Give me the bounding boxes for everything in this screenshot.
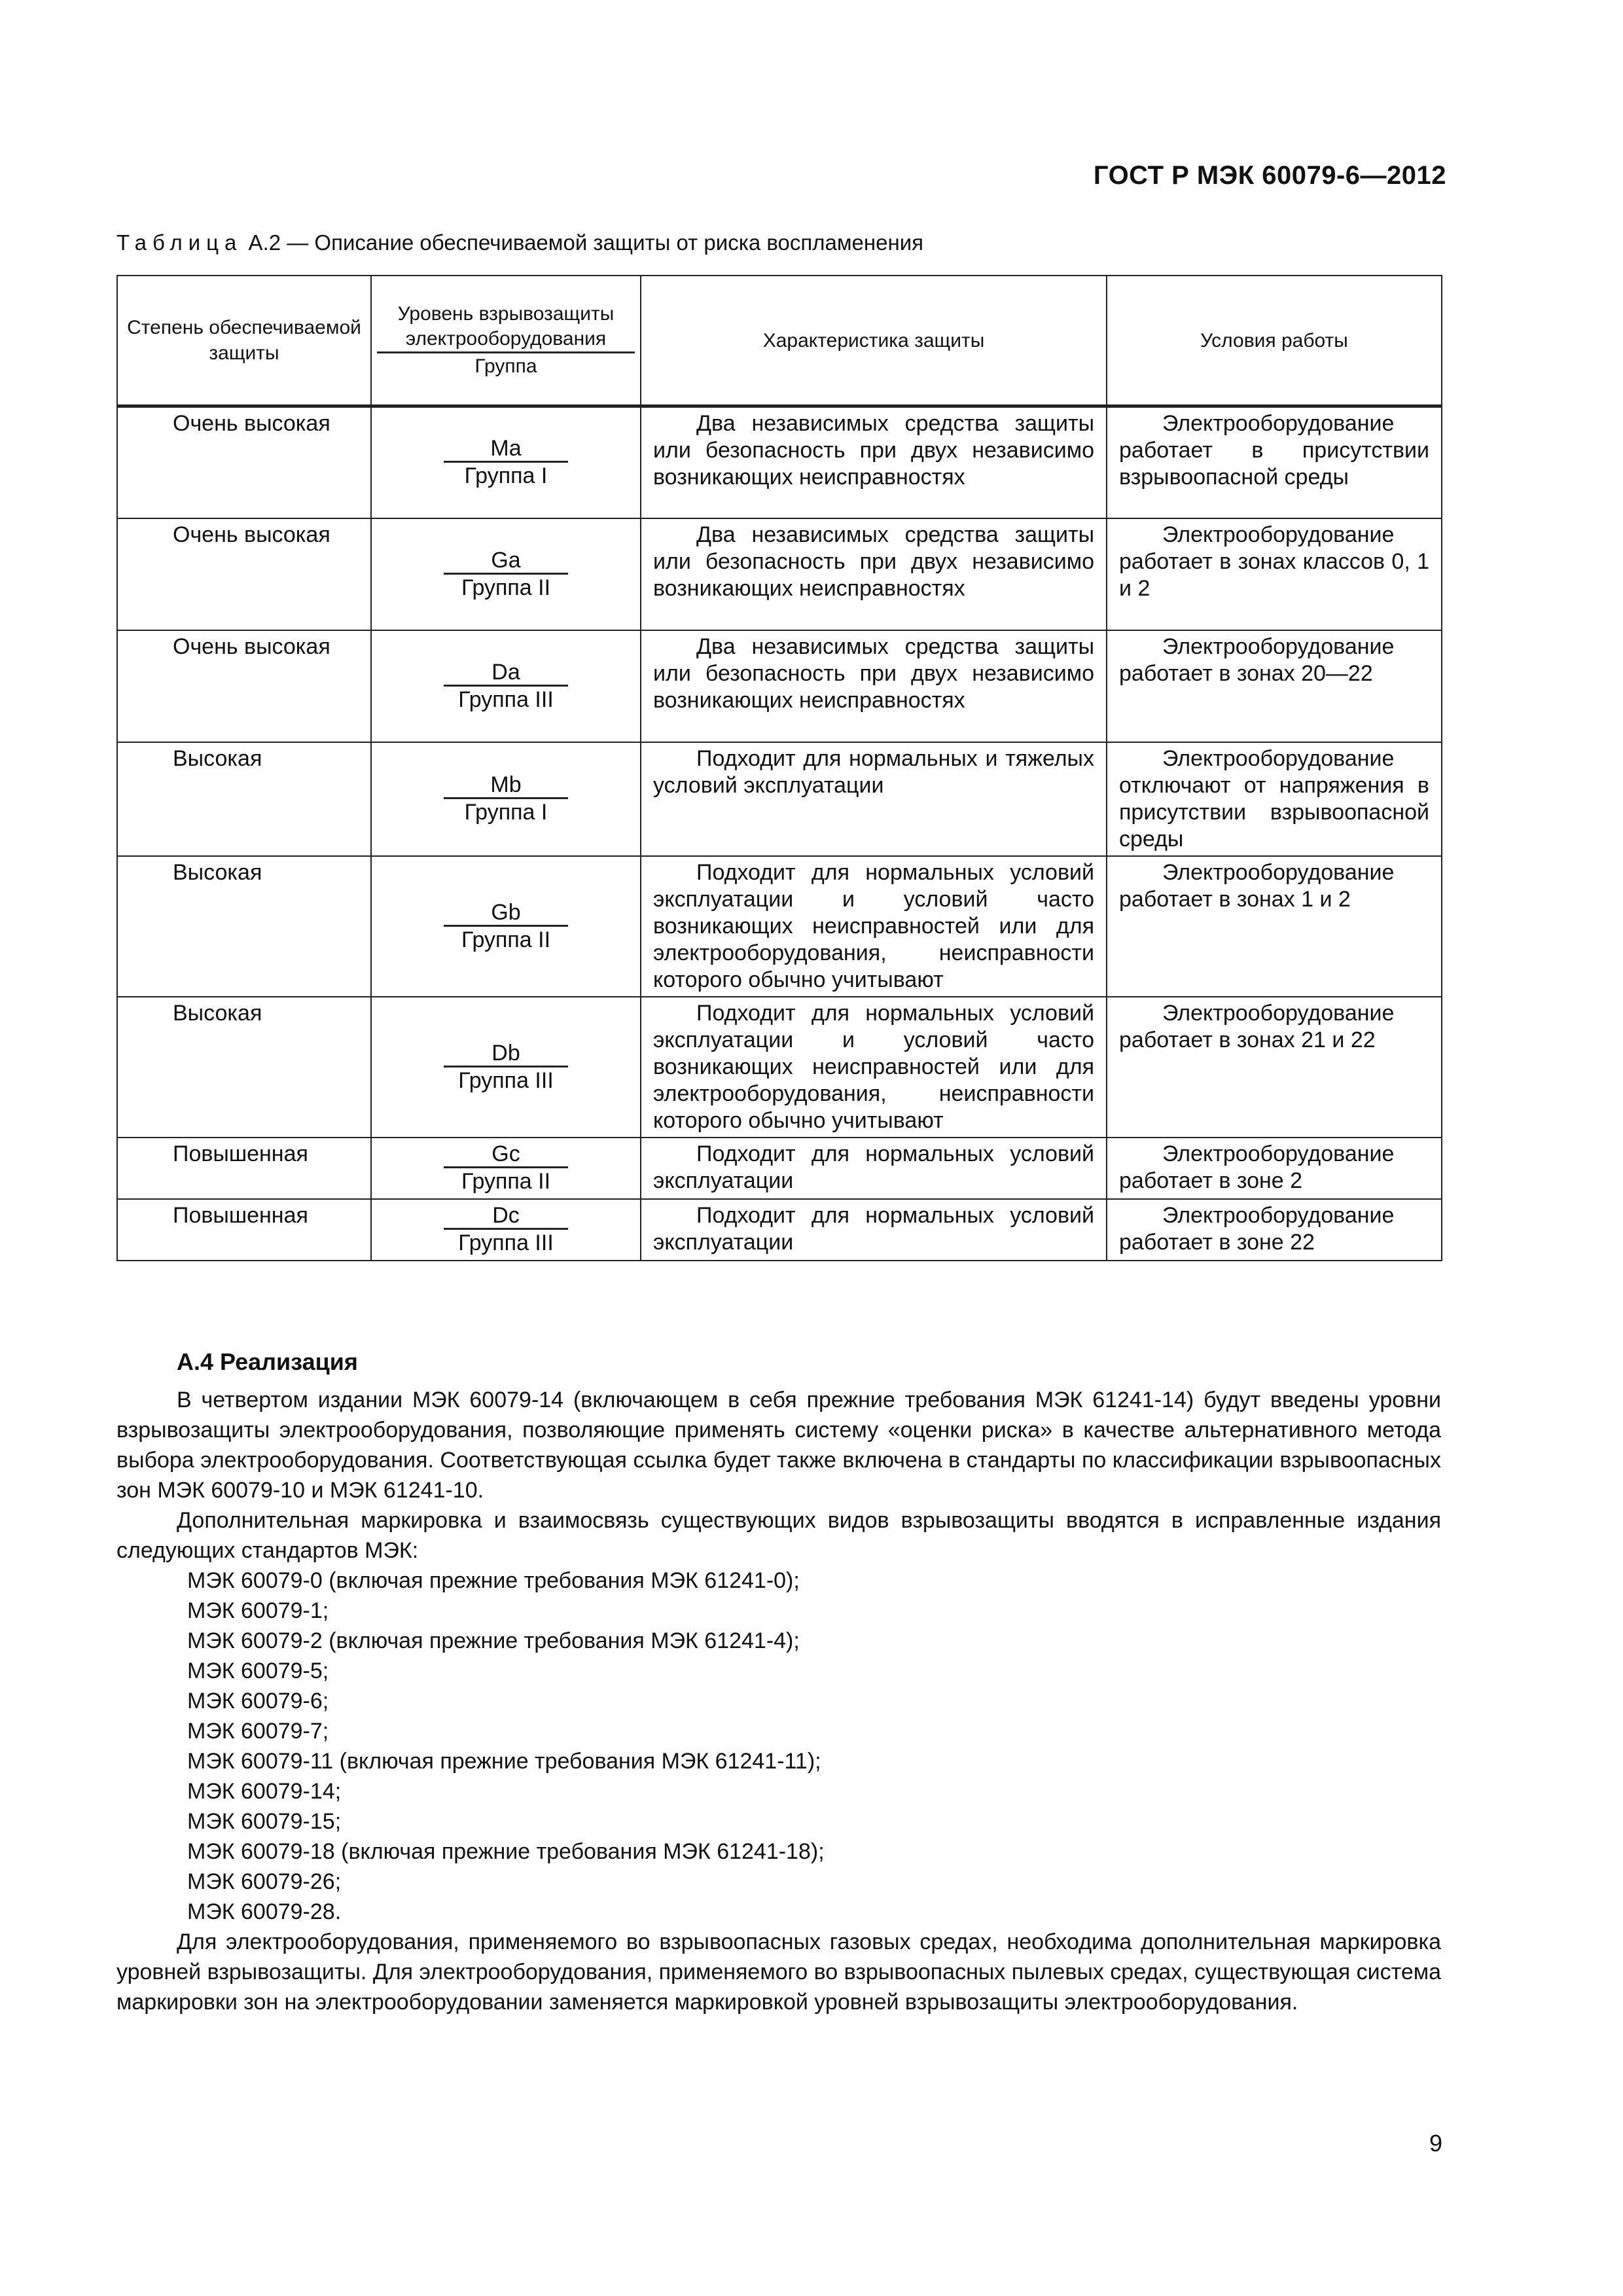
cell-characteristic [641, 997, 1107, 1138]
protection-table [116, 275, 1442, 1261]
table-row [117, 742, 1442, 856]
characteristic-text: Два независимых средства защиты или безопасность при двух независимо возникающих неисправностях [653, 634, 1094, 713]
cell-protection-level: Повышенная [117, 1199, 371, 1261]
table-row [117, 997, 1442, 1138]
conditions-text: Электрооборудование работает в присутствии взрывоопасной среды [1119, 411, 1429, 490]
cell-protection-level: Очень высокая [117, 406, 371, 518]
cell-epl-group [371, 630, 641, 742]
cell-characteristic [641, 856, 1107, 997]
cell-epl-group [371, 856, 641, 997]
equipment-group: Группа II [461, 575, 551, 600]
cell-conditions [1107, 630, 1442, 742]
cell-epl-group [371, 742, 641, 856]
list-item: МЭК 60079-2 (включая прежние требования МЭК 61241-4); [187, 1628, 800, 1653]
col-header-characteristic: Характеристика защиты [641, 276, 1107, 406]
characteristic-text: Подходит для нормальных условий эксплуатации [653, 1202, 1094, 1255]
table-row [117, 856, 1442, 997]
conditions-text: Электрооборудование работает в зоне 22 [1119, 1202, 1395, 1255]
cell-epl-group [371, 518, 641, 630]
cell-epl-group [371, 406, 641, 518]
characteristic-text: Подходит для нормальных условий эксплуатации [653, 1141, 1094, 1193]
table-header-row [117, 276, 1442, 406]
cell-conditions [1107, 406, 1442, 518]
conditions-text: Электрооборудование работает в зонах 21 и 22 [1119, 1000, 1395, 1052]
col-header-level: Степень обеспечиваемой защиты [117, 276, 371, 406]
characteristic-text: Два независимых средства защиты или безопасность при двух независимо возникающих неисправностях [653, 522, 1094, 601]
conditions-text: Электрооборудование работает в зонах 20—22 [1119, 634, 1395, 686]
col-header-epl [371, 276, 641, 406]
cell-conditions [1107, 742, 1442, 856]
conditions-text: Электрооборудование работает в зоне 2 [1119, 1141, 1395, 1193]
characteristic-text: Подходит для нормальных и тяжелых условий эксплуатации [653, 745, 1094, 798]
cell-epl-group [371, 997, 641, 1138]
equipment-group: Группа I [464, 800, 548, 825]
cell-characteristic [641, 630, 1107, 742]
list-item: МЭК 60079-26; [187, 1869, 342, 1894]
table-row [117, 630, 1442, 742]
cell-protection-level: Очень высокая [117, 518, 371, 630]
epl-code: Db [444, 1041, 568, 1067]
list-item: МЭК 60079-1; [187, 1598, 329, 1623]
page-number: 9 [1429, 2130, 1442, 2157]
cell-epl-group [371, 1138, 641, 1199]
cell-characteristic [641, 406, 1107, 518]
list-item: МЭК 60079-7; [187, 1719, 329, 1744]
list-item: МЭК 60079-15; [187, 1809, 342, 1834]
document-id: ГОСТ Р МЭК 60079-6—2012 [1093, 161, 1446, 190]
equipment-group: Группа III [458, 687, 554, 712]
list-item: МЭК 60079-11 (включая прежние требования МЭК 61241-11); [187, 1749, 821, 1774]
equipment-group: Группа II [461, 1169, 551, 1194]
characteristic-text: Два независимых средства защиты или безопасность при двух независимо возникающих неисправностях [653, 411, 1094, 490]
table-body [117, 406, 1442, 1261]
conditions-text: Электрооборудование отключают от напряжения в присутствии взрывоопасной среды [1119, 745, 1429, 852]
table-caption-prefix: Таблица [116, 230, 243, 255]
cell-protection-level: Высокая [117, 997, 371, 1138]
epl-code: Ma [444, 436, 568, 463]
cell-protection-level: Высокая [117, 856, 371, 997]
paragraph-1: В четвертом издании МЭК 60079-14 (включающем в себя прежние требования МЭК 61241-14) будут введены уровни взрывозащиты электрооборудования, позволяющие применять систему «оценки риска» в качестве альтернативного метода выбора электрооборудования. Соответствующая ссылка будет также включена в стандарты по классификации взрывоопасных зон МЭК 60079-10 и МЭК 61241-10. [116, 1388, 1441, 1503]
table-row [117, 518, 1442, 630]
cell-conditions [1107, 518, 1442, 630]
equipment-group: Группа II [461, 927, 551, 952]
epl-code: Ga [444, 548, 568, 575]
equipment-group: Группа I [464, 463, 548, 489]
list-item: МЭК 60079-18 (включая прежние требования МЭК 61241-18); [187, 1839, 825, 1864]
paragraph-3: Для электрооборудования, применяемого во взрывоопасных газовых средах, необходима дополнительная маркировка уровней взрывозащиты. Для электрооборудования, применяемого во взрывоопасных пылевых средах, существующая система маркировки зон на электрооборудовании заменяется маркировкой уровней взрывозащиты электрооборудования. [116, 1929, 1442, 2015]
section-title: А.4 Реализация [177, 1348, 358, 1375]
cell-conditions [1107, 1199, 1442, 1261]
cell-characteristic [641, 1199, 1107, 1261]
cell-characteristic [641, 518, 1107, 630]
table-caption [116, 230, 923, 255]
col-header-conditions: Условия работы [1107, 276, 1442, 406]
cell-conditions [1107, 997, 1442, 1138]
cell-epl-group [371, 1199, 641, 1261]
epl-code: Gc [444, 1141, 568, 1168]
cell-conditions [1107, 1138, 1442, 1199]
characteristic-text: Подходит для нормальных условий эксплуатации и условий часто возникающих неисправностей или для электрооборудования, неисправности которого обычно учитывают [653, 1000, 1094, 1133]
table-row [117, 406, 1442, 518]
conditions-text: Электрооборудование работает в зонах 1 и 2 [1119, 859, 1395, 912]
cell-conditions [1107, 856, 1442, 997]
col-header-epl-top: Уровень взрывозащиты электрооборудования [377, 302, 635, 353]
section-body [116, 1385, 1441, 2017]
epl-code: Dc [444, 1203, 568, 1230]
cell-protection-level: Повышенная [117, 1138, 371, 1199]
table-row [117, 1199, 1442, 1261]
cell-protection-level: Очень высокая [117, 630, 371, 742]
epl-code: Da [444, 660, 568, 687]
protection-table-container [116, 275, 1441, 1261]
cell-characteristic [641, 1138, 1107, 1199]
cell-protection-level: Высокая [117, 742, 371, 856]
characteristic-text: Подходит для нормальных условий эксплуатации и условий часто возникающих неисправностей или для электрооборудования, неисправности которого обычно учитывают [653, 859, 1094, 992]
table-row [117, 1138, 1442, 1199]
list-item: МЭК 60079-6; [187, 1689, 329, 1713]
paragraph-2: Дополнительная маркировка и взаимосвязь существующих видов взрывозащиты вводятся в исправленные издания следующих стандартов МЭК: [116, 1508, 1441, 1563]
list-item: МЭК 60079-0 (включая прежние требования МЭК 61241-0); [187, 1568, 800, 1593]
list-item: МЭК 60079-5; [187, 1659, 329, 1683]
equipment-group: Группа III [458, 1230, 554, 1255]
table-caption-text: А.2 — Описание обеспечиваемой защиты от риска воспламенения [242, 230, 924, 255]
equipment-group: Группа III [458, 1067, 554, 1093]
epl-code: Mb [444, 772, 568, 799]
cell-characteristic [641, 742, 1107, 856]
conditions-text: Электрооборудование работает в зонах классов 0, 1 и 2 [1119, 522, 1429, 601]
epl-code: Gb [444, 900, 568, 927]
list-item: МЭК 60079-28. [187, 1899, 342, 1924]
col-header-epl-bottom: Группа [474, 355, 537, 377]
list-item: МЭК 60079-14; [187, 1779, 342, 1804]
standards-list [116, 1566, 1441, 1927]
